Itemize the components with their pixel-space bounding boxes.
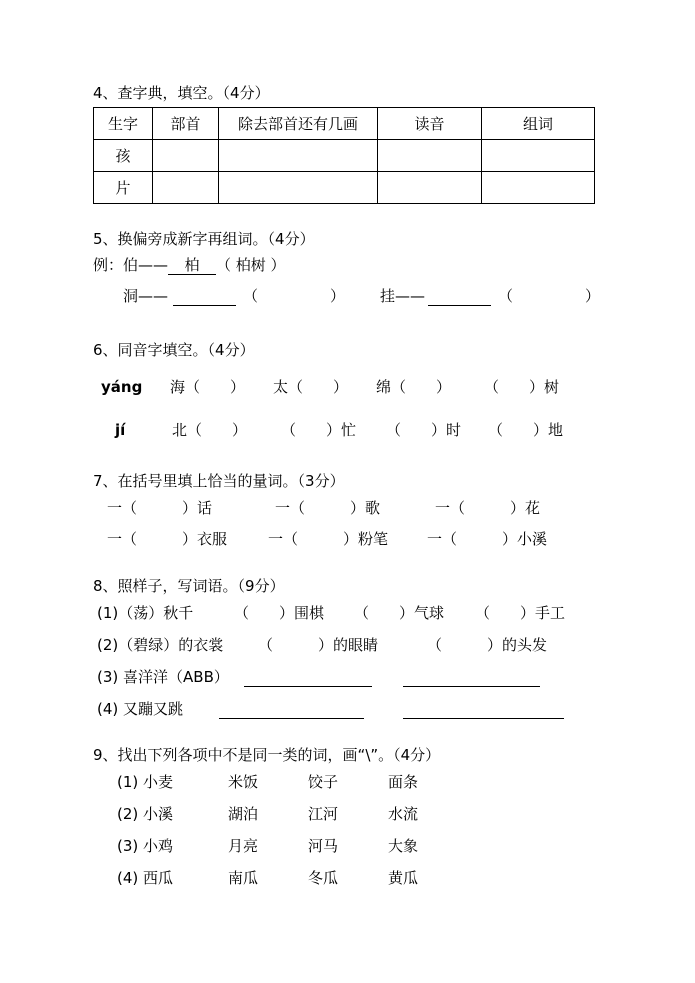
paren-open: （ [498, 287, 514, 305]
example-answer: 柏 [168, 256, 216, 275]
q4-title: 4、查字典，填空。（4分） [93, 84, 270, 102]
fill-item: 一（ ）小溪 [427, 530, 548, 548]
header-pronunciation: 读音 [378, 108, 482, 140]
fill-item: （ ）的眼睛 [258, 636, 379, 654]
word-item[interactable]: 月亮 [228, 837, 259, 855]
answer-blank[interactable] [403, 668, 540, 687]
paren-open: （ [243, 287, 259, 305]
q7-title: 7、在括号里填上恰当的量词。（3分） [93, 472, 345, 490]
blank-cell[interactable] [219, 140, 378, 172]
fill-item: （ ）树 [484, 378, 560, 396]
answer-blank[interactable] [244, 668, 372, 687]
header-radical: 部首 [153, 108, 219, 140]
fill-item: （ ）地 [488, 421, 564, 439]
fill-item: (2)（碧绿）的衣裳 [97, 636, 224, 654]
fill-item: 北（ ） [172, 421, 248, 439]
answer-blank[interactable] [173, 287, 236, 306]
q5-item1-label: 洞—— [123, 287, 169, 305]
blank-cell[interactable] [219, 172, 378, 204]
word-item[interactable]: 水流 [388, 805, 419, 823]
fill-item: 一（ ）话 [107, 499, 213, 517]
pinyin-label: jí [115, 421, 126, 439]
dictionary-table [93, 107, 595, 204]
paren-close: ） [585, 287, 601, 305]
paren-close: ） [330, 287, 346, 305]
table-row [94, 172, 595, 204]
word-item[interactable]: (2) 小溪 [117, 805, 174, 823]
header-char: 生字 [94, 108, 153, 140]
fill-item: 一（ ）歌 [275, 499, 381, 517]
blank-cell[interactable] [378, 172, 482, 204]
fill-item: 海（ ） [170, 378, 246, 396]
answer-blank[interactable] [219, 700, 364, 719]
example-word: （ 柏树 ） [216, 256, 286, 274]
word-item[interactable]: 冬瓜 [308, 869, 339, 887]
word-item[interactable]: (1) 小麦 [117, 773, 174, 791]
word-item[interactable]: 饺子 [308, 773, 339, 791]
fill-item: 一（ ）粉笔 [268, 530, 389, 548]
word-item[interactable]: 米饭 [228, 773, 259, 791]
fill-item: （ ）手工 [475, 604, 566, 622]
fill-item: （ ）的头发 [427, 636, 548, 654]
fill-item: （ ）围棋 [234, 604, 325, 622]
blank-cell[interactable] [482, 140, 595, 172]
fill-item: (1)（荡）秋千 [97, 604, 194, 622]
blank-cell[interactable] [482, 172, 595, 204]
answer-blank[interactable] [428, 287, 491, 306]
table-row [94, 140, 595, 172]
q5-item2-label: 挂—— [380, 287, 426, 305]
word-item[interactable]: 黄瓜 [388, 869, 419, 887]
word-item[interactable]: 江河 [308, 805, 339, 823]
word-item[interactable]: 大象 [388, 837, 419, 855]
fill-item: （ ）时 [386, 421, 462, 439]
q6-title: 6、同音字填空。（4分） [93, 341, 255, 359]
q8-line3-label: (3) 喜洋洋（ABB） [97, 668, 229, 686]
word-item[interactable]: 南瓜 [228, 869, 259, 887]
fill-item: 绵（ ） [376, 378, 452, 396]
word-item[interactable]: (3) 小鸡 [117, 837, 174, 855]
header-word: 组词 [482, 108, 595, 140]
q5-title: 5、换偏旁成新字再组词。（4分） [93, 230, 315, 248]
row-char: 孩 [94, 140, 153, 172]
fill-item: 一（ ）衣服 [107, 530, 228, 548]
q8-line4-label: (4) 又蹦又跳 [97, 700, 184, 718]
row-char: 片 [94, 172, 153, 204]
header-strokes: 除去部首还有几画 [219, 108, 378, 140]
pinyin-label: yáng [101, 378, 143, 396]
q8-title: 8、照样子，写词语。（9分） [93, 577, 285, 595]
example-prefix: 例：伯—— [93, 256, 169, 274]
blank-cell[interactable] [153, 172, 219, 204]
word-item[interactable]: 湖泊 [228, 805, 259, 823]
fill-item: 一（ ）花 [435, 499, 541, 517]
fill-item: 太（ ） [273, 378, 349, 396]
q5-example [93, 256, 286, 275]
word-item[interactable]: (4) 西瓜 [117, 869, 174, 887]
table-header-row [94, 108, 595, 140]
fill-item: （ ）气球 [354, 604, 445, 622]
blank-cell[interactable] [153, 140, 219, 172]
q9-title: 9、找出下列各项中不是同一类的词，画“\”。（4分） [93, 746, 441, 764]
answer-blank[interactable] [403, 700, 564, 719]
blank-cell[interactable] [378, 140, 482, 172]
fill-item: （ ）忙 [281, 421, 357, 439]
word-item[interactable]: 河马 [308, 837, 339, 855]
word-item[interactable]: 面条 [388, 773, 419, 791]
